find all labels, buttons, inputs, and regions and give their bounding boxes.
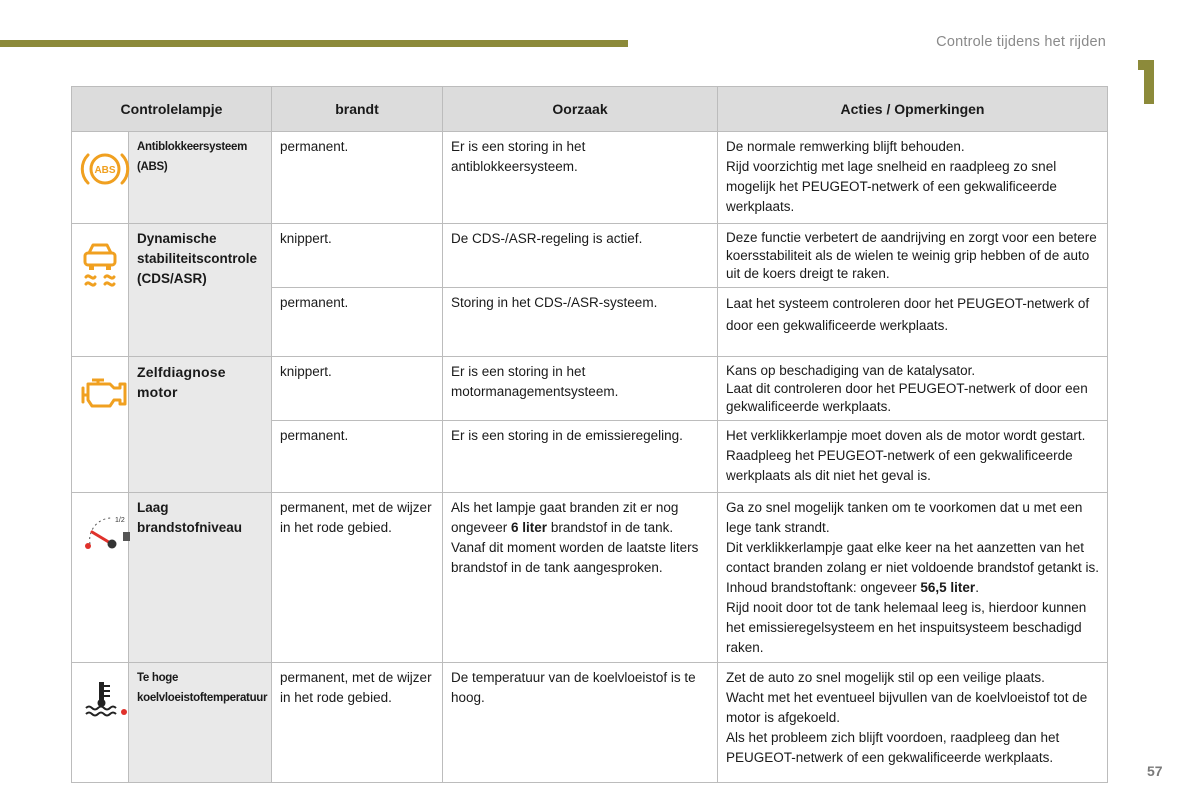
state-cell: knippert. [272, 357, 443, 421]
action-line: Deze functie verbetert de aandrijving en zorgt voor een betere koersstabiliteit als de wielen te weinig grip hebben of de auto uit de koers dreigt te raken. [726, 230, 1097, 281]
tank-capacity-value: 56,5 liter [920, 580, 976, 595]
table-header-row [72, 87, 1108, 132]
action-line: Rijd nooit door tot de tank helemaal leeg is, hierdoor kunnen het emissieregelsysteem en het inspuitsysteem beschadigd raken. [726, 600, 1087, 655]
action-line: Ga zo snel mogelijk tanken om te voorkomen dat u met een lege tank strandt. [726, 500, 1083, 535]
icon-cell [72, 132, 129, 224]
actions-cell [718, 357, 1108, 421]
state-cell: permanent, met de wijzer in het rode gebied. [272, 663, 443, 783]
top-accent-bar [0, 40, 628, 47]
action-line: Dit verklikkerlampje gaat elke keer na het aanzetten van het contact branden zolang er niet voldoende brandstof getankt is. [726, 540, 1100, 575]
cause-cell: Er is een storing in het motormanagementsysteem. [443, 357, 718, 421]
icon-cell [72, 224, 129, 357]
state-cell: permanent. [272, 421, 443, 493]
warning-lamp-table [71, 86, 1108, 783]
lamp-name: Dynamische stabiliteitscontrole (CDS/ASR) [129, 224, 272, 357]
section-title: Controle tijdens het rijden [936, 34, 1106, 50]
cause-cell: Storing in het CDS-/ASR-systeem. [443, 288, 718, 357]
column-header: brandt [272, 87, 443, 132]
lamp-name: Antiblokkeersysteem (ABS) [129, 132, 272, 224]
action-line: Kans op beschadiging van de katalysator. [726, 363, 976, 378]
svg-text:ABS: ABS [94, 165, 116, 176]
icon-cell [72, 663, 129, 783]
table-row [72, 357, 1108, 421]
action-line: Wacht met het eventueel bijvullen van de koelvloeistof tot de motor is afgekoeld. [726, 690, 1088, 725]
actions-cell [718, 663, 1108, 783]
fuel-reserve-value: 6 liter [511, 520, 548, 535]
coolant-temperature-icon [80, 678, 130, 720]
column-header: Oorzaak [443, 87, 718, 132]
actions-cell [718, 224, 1108, 288]
table-row [72, 663, 1108, 783]
cause-cell: Er is een storing in de emissieregeling. [443, 421, 718, 493]
cause-cell [443, 493, 718, 663]
icon-cell [72, 357, 129, 493]
cause-cell: De CDS-/ASR-regeling is actief. [443, 224, 718, 288]
action-line: Laat het systeem controleren door het PEUGEOT-netwerk of door een gekwalificeerde werkplaats. [726, 296, 1090, 333]
action-line: Laat dit controleren door het PEUGEOT-netwerk of door een gekwalificeerde werkplaats. [726, 381, 1088, 414]
gauge-label: 1/2 [115, 517, 125, 524]
table-row [72, 132, 1108, 224]
action-line: Het verklikkerlampje moet doven als de motor wordt gestart. [726, 428, 1086, 443]
action-line: Zet de auto zo snel mogelijk stil op een veilige plaats. [726, 670, 1045, 685]
lamp-name: Laag brandstofniveau [129, 493, 272, 663]
column-header: Controlelampje [72, 87, 272, 132]
stability-control-icon [80, 239, 120, 289]
state-cell: permanent. [272, 288, 443, 357]
engine-check-icon [80, 372, 130, 412]
action-line: Rijd voorzichtig met lage snelheid en raadpleeg zo snel mogelijk het PEUGEOT-netwerk of een gekwalificeerde werkplaats. [726, 159, 1057, 214]
lamp-name: Zelfdiagnose motor [129, 357, 272, 493]
column-header: Acties / Opmerkingen [718, 87, 1108, 132]
actions-cell [718, 421, 1108, 493]
actions-cell [718, 288, 1108, 357]
cause-cell: Er is een storing in het antiblokkeersysteem. [443, 132, 718, 224]
fuel-gauge-icon [80, 508, 134, 552]
action-line: De normale remwerking blijft behouden. [726, 139, 965, 154]
action-line: Inhoud brandstoftank: ongeveer 56,5 liter. [726, 580, 979, 595]
cause-line: Als het lampje gaat branden zit er nog ongeveer 6 liter brandstof in de tank. [451, 500, 679, 535]
actions-cell [718, 493, 1108, 663]
action-line: Raadpleeg het PEUGEOT-netwerk of een gekwalificeerde werkplaats als dit niet het geval is. [726, 448, 1073, 483]
table-row [72, 493, 1108, 663]
actions-cell [718, 132, 1108, 224]
lamp-name: Te hoge koelvloeistoftemperatuur [129, 663, 272, 783]
page-number: 57 [1147, 763, 1163, 779]
cause-cell: De temperatuur van de koelvloeistof is te hoog. [443, 663, 718, 783]
action-line: Als het probleem zich blijft voordoen, raadpleeg dan het PEUGEOT-netwerk of een gekwalificeerde werkplaats. [726, 730, 1060, 765]
abs-warning-icon [80, 147, 130, 191]
state-cell: permanent, met de wijzer in het rode gebied. [272, 493, 443, 663]
chapter-number [1134, 58, 1158, 104]
icon-cell [72, 493, 129, 663]
state-cell: permanent. [272, 132, 443, 224]
cause-line: Vanaf dit moment worden de laatste liters brandstof in de tank aangesproken. [451, 540, 699, 575]
state-cell: knippert. [272, 224, 443, 288]
table-row [72, 224, 1108, 288]
